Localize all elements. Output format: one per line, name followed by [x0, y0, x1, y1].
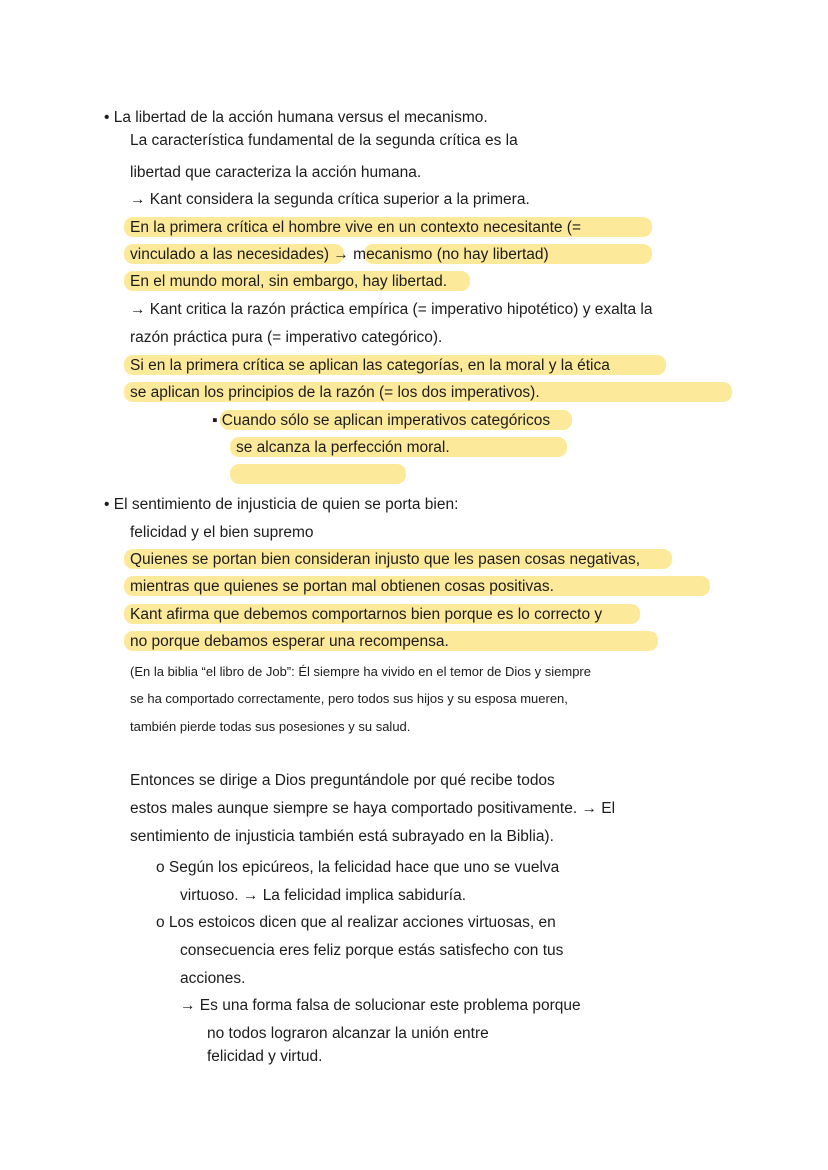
- sub-item-line: felicidad y virtud.: [207, 1048, 323, 1065]
- highlighted-line: En el mundo moral, sin embargo, hay libertad.: [130, 273, 448, 290]
- small-text-line: (En la biblia “el libro de Job”: Él siempre ha vivido en el temor de Dios y siempre: [130, 664, 591, 679]
- sub-bullet-line: ▪ Cuando sólo se aplican imperativos categóricos: [212, 412, 551, 429]
- sub-item-line: consecuencia eres feliz porque estás satisfecho con tus: [180, 942, 564, 959]
- text-line: razón práctica pura (= imperativo categórico).: [130, 329, 443, 346]
- bullet-heading: • El sentimiento de injusticia de quien se porta bien:: [104, 496, 459, 513]
- sub-item-line: virtuoso. → La felicidad implica sabiduría.: [180, 887, 467, 904]
- text-line: estos males aunque siempre se haya comportado positivamente. → El: [130, 800, 616, 817]
- highlight-mark: [230, 464, 406, 484]
- sub-bullet-line: se alcanza la perfección moral.: [236, 439, 450, 456]
- bullet-heading: • La libertad de la acción humana versus el mecanismo.: [104, 109, 488, 126]
- highlighted-line: Quienes se portan bien consideran injusto que les pasen cosas negativas,: [130, 551, 641, 568]
- text-line: La característica fundamental de la segunda crítica es la: [130, 132, 518, 149]
- sub-item-line: o Los estoicos dicen que al realizar acciones virtuosas, en: [156, 914, 556, 931]
- highlighted-line: Si en la primera crítica se aplican las categorías, en la moral y la ética: [130, 357, 610, 374]
- sub-item-line: acciones.: [180, 970, 246, 987]
- sub-item-line: o Según los epicúreos, la felicidad hace que uno se vuelva: [156, 859, 560, 876]
- highlighted-line: En la primera crítica el hombre vive en un contexto necesitante (=: [130, 219, 582, 236]
- highlighted-line: se aplican los principios de la razón (= los dos imperativos).: [130, 384, 540, 401]
- small-text-line: se ha comportado correctamente, pero todos sus hijos y su esposa mueren,: [130, 691, 568, 706]
- sub-item-line: → Es una forma falsa de solucionar este problema porque: [180, 997, 581, 1014]
- text-line: sentimiento de injusticia también está subrayado en la Biblia).: [130, 828, 554, 845]
- highlighted-line: no porque debamos esperar una recompensa.: [130, 633, 449, 650]
- highlighted-line: vinculado a las necesidades) → mecanismo (no hay libertad): [130, 246, 549, 263]
- highlighted-line: Kant afirma que debemos comportarnos bien porque es lo correcto y: [130, 606, 603, 623]
- highlighted-line: mientras que quienes se portan mal obtienen cosas positivas.: [130, 578, 554, 595]
- sub-item-line: no todos lograron alcanzar la unión entre: [207, 1025, 489, 1042]
- text-line: libertad que caracteriza la acción humana.: [130, 164, 422, 181]
- text-line: → Kant critica la razón práctica empírica (= imperativo hipotético) y exalta la: [130, 301, 653, 318]
- text-line: felicidad y el bien supremo: [130, 524, 314, 541]
- text-line: → Kant considera la segunda crítica superior a la primera.: [130, 191, 530, 208]
- text-line: Entonces se dirige a Dios preguntándole por qué recibe todos: [130, 772, 555, 789]
- small-text-line: también pierde todas sus posesiones y su salud.: [130, 719, 411, 734]
